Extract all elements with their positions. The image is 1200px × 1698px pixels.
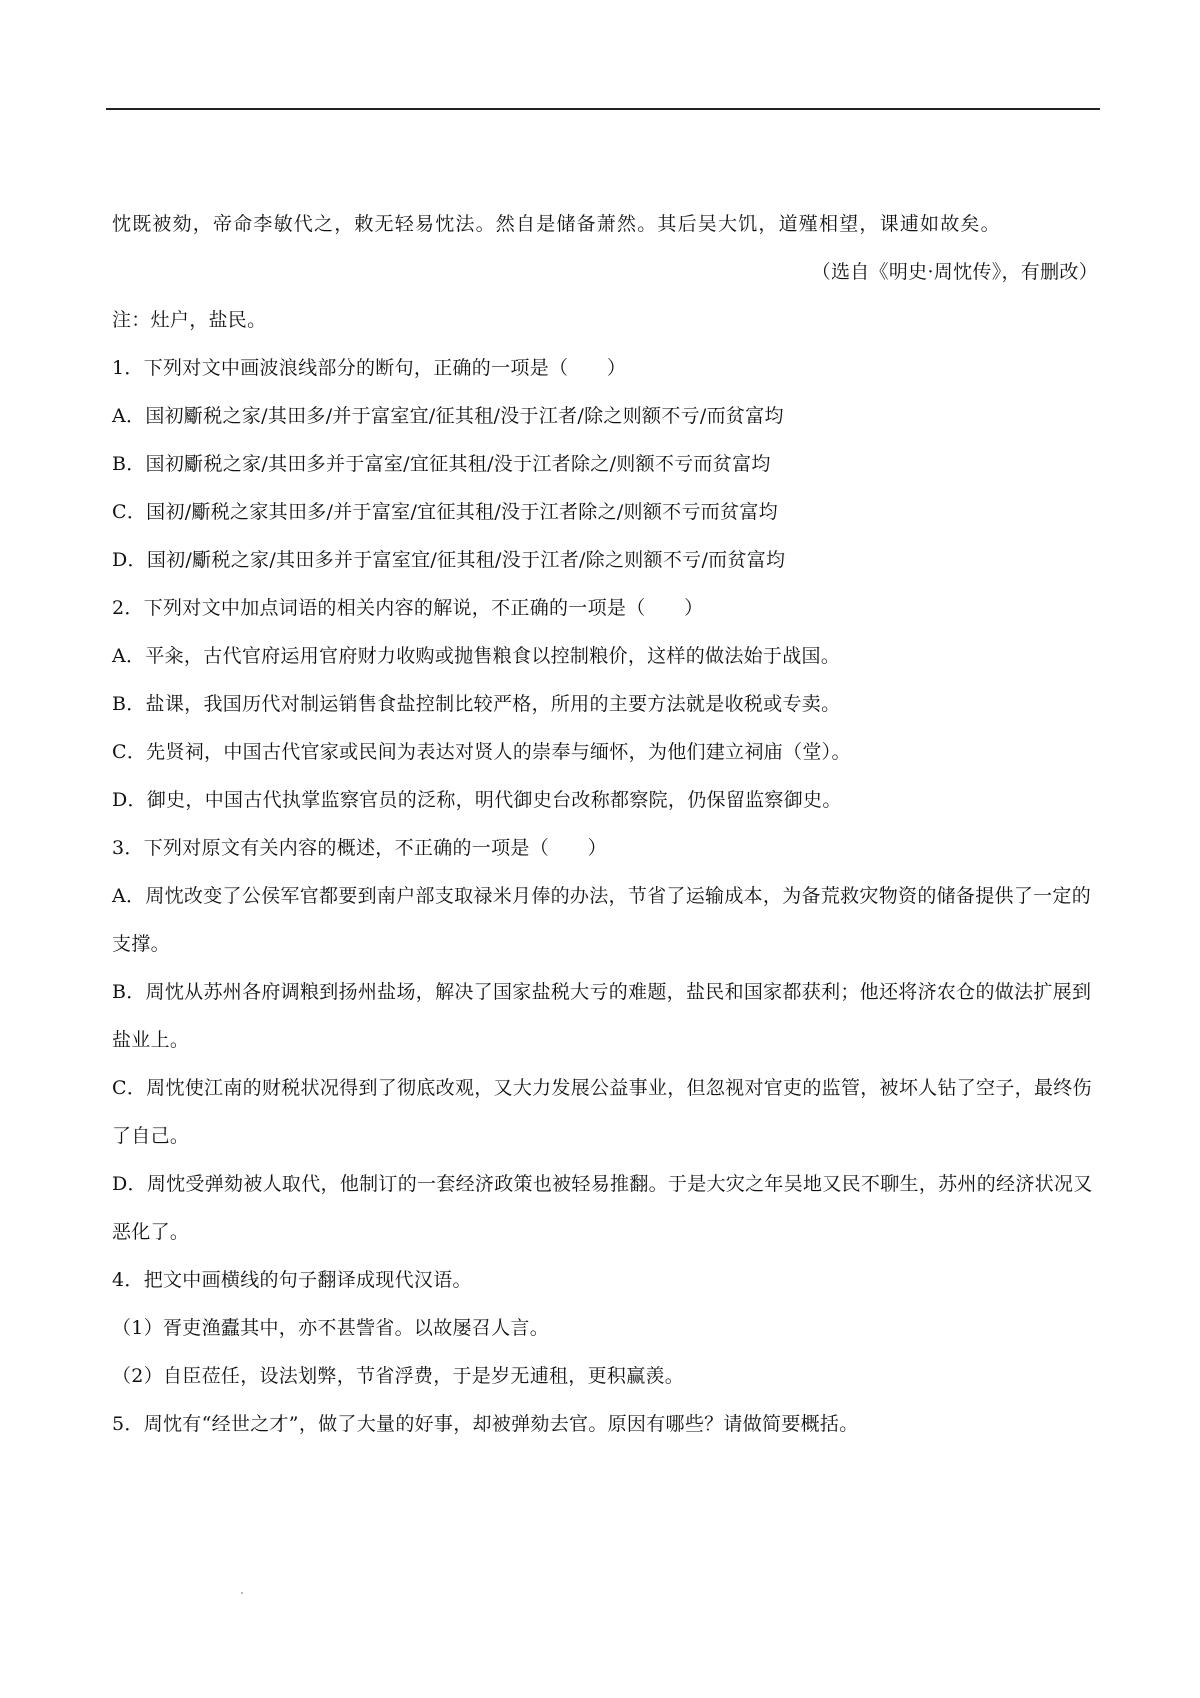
question-2-option-c: C．先贤祠，中国古代官家或民间为表达对贤人的崇奉与缅怀，为他们建立祠庙（堂）。 xyxy=(112,741,851,763)
passage-text: 忱既被劾，帝命李敏代之，敕无轻易忱法。然自是储备萧然。其后吴大饥，道殣相望，课逋如故矣。 xyxy=(112,213,1001,235)
question-3-option-d: D．周忱受弹劾被人取代，他制订的一套经济政策也被轻易推翻。于是大灾之年吴地又民不聊生，苏州的经济状况又恶化了。 xyxy=(112,1173,1093,1243)
question-1-stem: 1．下列对文中画波浪线部分的断句，正确的一项是（ ） xyxy=(112,357,627,379)
question-3-option-b: B．周忱从苏州各府调粮到扬州盐场，解决了国家盐税大亏的难题，盐民和国家都获利；他还将济农仓的做法扩展到盐业上。 xyxy=(112,981,1092,1051)
question-5-stem: 5．周忱有“经世之才”，做了大量的好事，却被弹劾去官。原因有哪些？请做简要概括。 xyxy=(112,1413,859,1435)
question-3-option-c: C．周忱使江南的财税状况得到了彻底改观，又大力发展公益事业，但忽视对官吏的监管，被坏人钻了空子，最终伤了自己。 xyxy=(112,1077,1092,1147)
question-4-item-1: （1）胥吏渔蠹其中，亦不甚訾省。以故屡召人言。 xyxy=(112,1317,549,1339)
header-rule xyxy=(106,108,1100,110)
question-1-option-b: B．国初斸税之家/其田多并于富室/宜征其租/没于江者除之/则额不亏而贫富均 xyxy=(112,453,771,475)
question-3-stem: 3．下列对原文有关内容的概述，不正确的一项是（ ） xyxy=(112,837,607,859)
question-1-option-a: A．国初斸税之家/其田多/并于富室宜/征其租/没于江者/除之则额不亏/而贫富均 xyxy=(112,405,784,427)
question-3-option-a: A．周忱改变了公侯军官都要到南户部支取禄米月俸的办法，节省了运输成本，为备荒救灾物资的储备提供了一定的支撑。 xyxy=(112,885,1092,955)
question-2-option-d: D．御史，中国古代执掌监察官员的泛称，明代御史台改称都察院，仍保留监察御史。 xyxy=(112,789,842,811)
document-body xyxy=(112,200,1102,1448)
question-2-option-b: B．盐课，我国历代对制运销售食盐控制比较严格，所用的主要方法就是收税或专卖。 xyxy=(112,693,841,715)
annotation-note: 注：灶户，盐民。 xyxy=(112,309,267,331)
question-1-option-c: C．国初/斸税之家其田多/并于富室/宜征其租/没于江者除之/则额不亏而贫富均 xyxy=(112,501,778,523)
source-citation: （选自《明史·周忱传》，有删改） xyxy=(811,261,1098,283)
question-4-stem: 4．把文中画横线的句子翻译成现代汉语。 xyxy=(112,1269,472,1291)
question-4-item-2: （2）自臣莅任，设法划弊，节省浮费，于是岁无逋租，更积赢羡。 xyxy=(112,1365,685,1387)
scan-speck xyxy=(241,1592,243,1594)
question-1-option-d: D．国初/斸税之家/其田多并于富室宜/征其租/没于江者/除之则额不亏/而贫富均 xyxy=(112,549,786,571)
question-2-stem: 2．下列对文中加点词语的相关内容的解说，不正确的一项是（ ） xyxy=(112,597,704,619)
question-2-option-a: A．平籴，古代官府运用官府财力收购或抛售粮食以控制粮价，这样的做法始于战国。 xyxy=(112,645,841,667)
